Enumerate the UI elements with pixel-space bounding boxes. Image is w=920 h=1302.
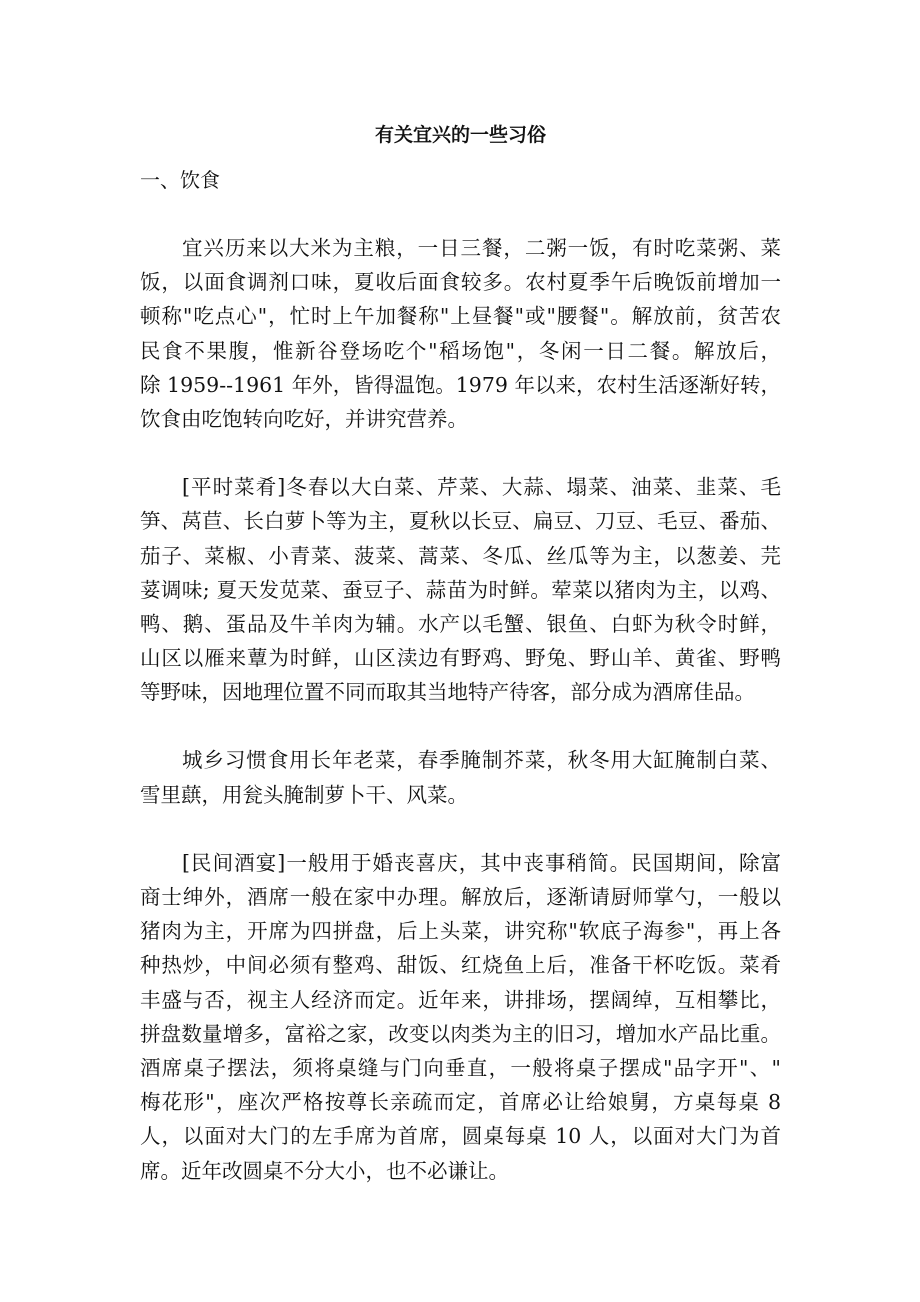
- paragraph-line: 种热炒，中间必须有整鸡、甜饭、红烧鱼上后，准备干杯吃饭。菜肴: [140, 953, 781, 978]
- document-title: 有关宜兴的一些习俗: [374, 124, 546, 146]
- document-page: [140, 118, 781, 1188]
- paragraph-line: 民食不果腹，惟新谷登场吃个"稻场饱"，冬闲一日二餐。解放后，: [140, 338, 781, 363]
- paragraph-line: 席。近年改圆桌不分大小，也不必谦让。: [140, 1158, 509, 1183]
- paragraph-line: 宜兴历来以大米为主粮，一日三餐，二粥一饭，有时吃菜粥、菜: [182, 236, 781, 260]
- paragraph-line: 饮食由吃饱转向吃好，并讲究营养。: [140, 406, 468, 431]
- paragraph-line: [民间酒宴]一般用于婚丧喜庆，其中丧事稍简。民国期间，除富: [182, 850, 781, 875]
- paragraph-line: 梅花形"，座次严格按尊长亲疏而定，首席必让给娘舅，方桌每桌 8: [140, 1090, 781, 1115]
- paragraph-line: 猪肉为主，开席为四拼盘，后上头菜，讲究称"软底子海参"，再上各: [140, 919, 781, 944]
- section-heading: 一、饮食: [140, 168, 220, 192]
- paragraph-line: 荽调味; 夏天发苋菜、蚕豆子、蒜苗为时鲜。荤菜以猪肉为主，以鸡、: [140, 577, 781, 602]
- paragraph-line: 雪里蕻，用瓮头腌制萝卜干、风菜。: [140, 782, 468, 807]
- paragraph-line: 人，以面对大门的左手席为首席，圆桌每桌 10 人，以面对大门为首: [140, 1124, 781, 1149]
- paragraph-line: 顿称"吃点心"，忙时上午加餐称"上昼餐"或"腰餐"。解放前，贫苦农: [140, 304, 781, 329]
- paragraph-line: [平时菜肴]冬春以大白菜、芹菜、大蒜、塌菜、油菜、韭菜、毛: [182, 475, 781, 500]
- paragraph-line: 等野味，因地理位置不同而取其当地特产待客，部分成为酒席佳品。: [140, 680, 755, 705]
- paragraph: [140, 743, 781, 811]
- paragraph-line: 茄子、菜椒、小青菜、菠菜、蒿菜、冬瓜、丝瓜等为主，以葱姜、芫: [140, 543, 781, 568]
- paragraph-line: 丰盛与否，视主人经济而定。近年来，讲排场，摆阔绰，互相攀比，: [140, 987, 781, 1012]
- paragraph: [140, 470, 781, 709]
- paragraph-line: 鸭、鹅、蛋品及牛羊肉为辅。水产以毛蟹、银鱼、白虾为秋令时鲜，: [140, 611, 781, 636]
- paragraph-line: 山区以雁来蕈为时鲜，山区渎边有野鸡、野兔、野山羊、黄雀、野鸭: [140, 646, 781, 671]
- paragraph: [140, 846, 781, 1188]
- paragraph-line: 除 1959--1961 年外，皆得温饱。1979 年以来，农村生活逐渐好转，: [140, 372, 781, 397]
- paragraph-line: 酒席桌子摆法，须将桌缝与门向垂直，一般将桌子摆成"品字开"、": [140, 1055, 781, 1080]
- paragraph-line: 拼盘数量增多，富裕之家，改变以肉类为主的旧习，增加水产品比重。: [140, 1021, 781, 1046]
- paragraph: [140, 231, 781, 436]
- paragraph-line: 商士绅外，酒席一般在家中办理。解放后，逐渐请厨师掌勺，一般以: [140, 885, 781, 909]
- paragraph-line: 城乡习惯食用长年老菜，春季腌制芥菜，秋冬用大缸腌制白菜、: [182, 748, 781, 773]
- paragraph-line: 饭，以面食调剂口味，夏收后面食较多。农村夏季午后晚饭前增加一: [140, 270, 781, 295]
- paragraph-line: 笋、莴苣、长白萝卜等为主，夏秋以长豆、扁豆、刀豆、毛豆、番茄、: [140, 509, 781, 534]
